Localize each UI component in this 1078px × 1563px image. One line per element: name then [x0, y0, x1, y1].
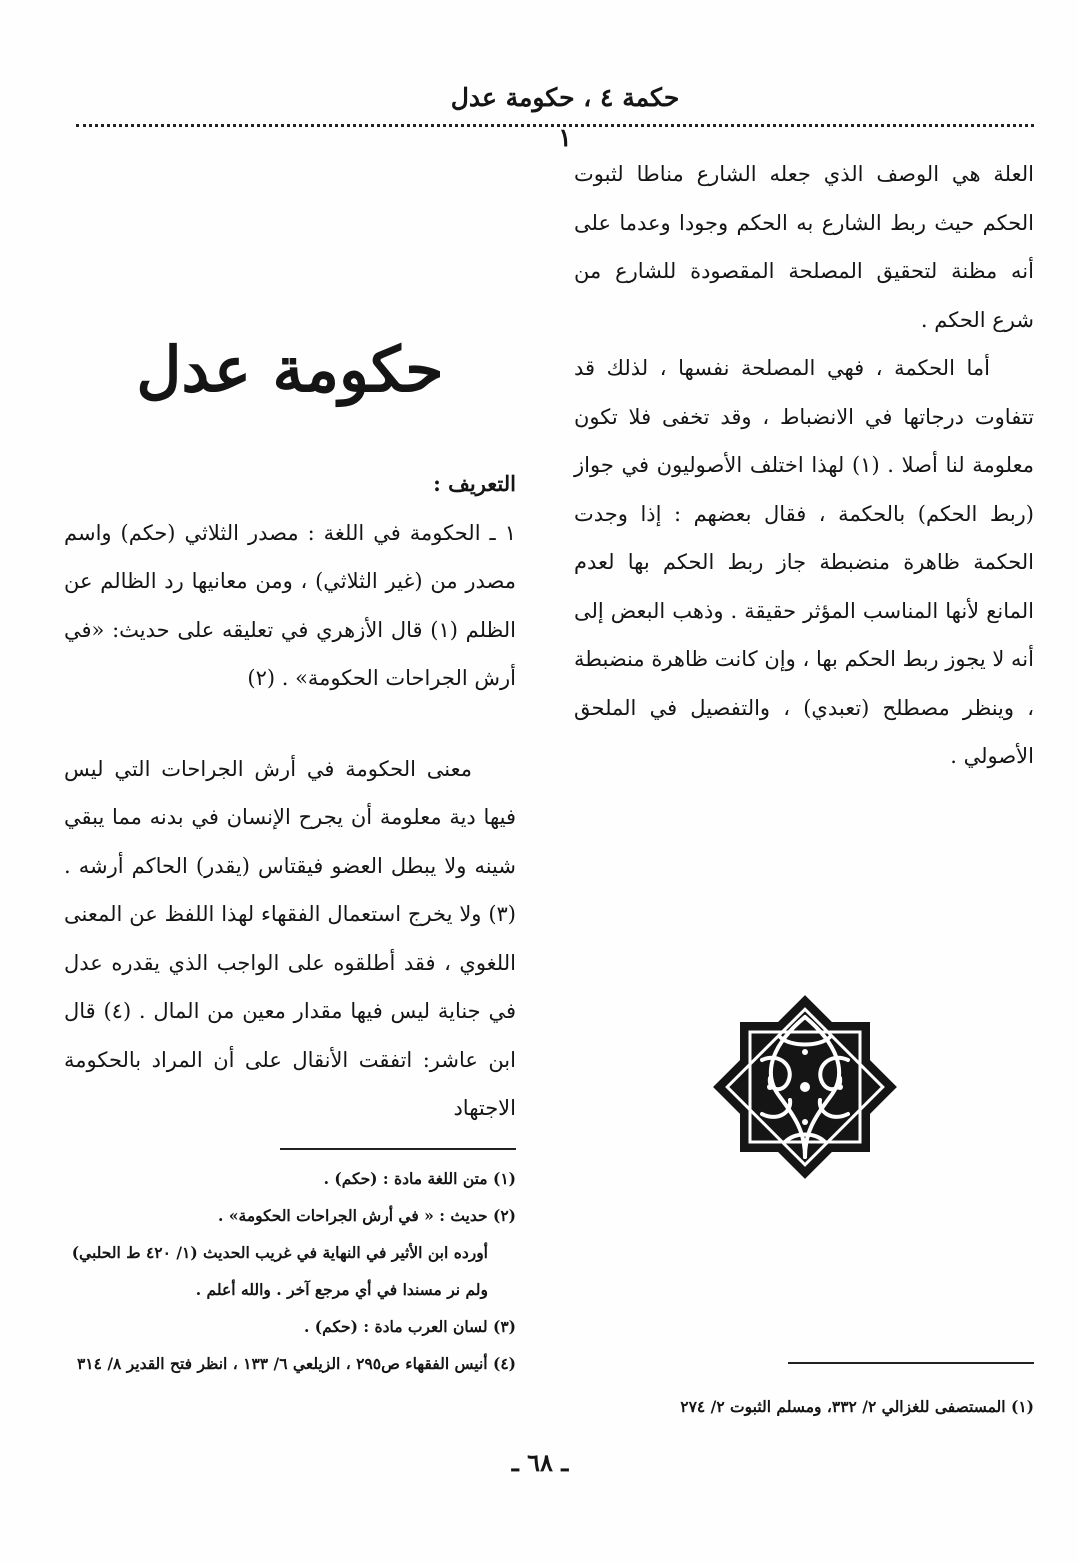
- footnote-separator-left: [280, 1148, 516, 1150]
- paragraph-illa-definition: العلة هي الوصف الذي جعله الشارع مناطا لثبوت الحكم حيث ربط الشارع به الحكم وجودا وعدما على أنه مظنة لتحقيق المصلحة المقصودة للشارع من شرع الحكم .: [574, 162, 1034, 332]
- paragraph-technical-meaning: معنى الحكومة في أرش الجراحات التي ليس فيها دية معلومة أن يجرح الإنسان في بدنه مما يبقي شينه ولا يبطل العضو فيقتاس (يقدر) الحاكم أرشه . (٣) ولا يخرج استعمال الفقهاء لهذا اللفظ عن المعنى اللغوي ، فقد أطلقوه على الواجب الذي يقدره عدل في جناية ليس فيها مقدار معين من المال . (٤) قال ابن عاشر: اتفقت الأنقال على أن المراد بالحكومة الاجتهاد: [64, 756, 516, 1120]
- footnote-4: (٤) أنيس الفقهاء ص٢٩٥ ، الزيلعي ٦/ ١٣٣ ، انظر فتح القدير ٨/ ٣١٤: [76, 1354, 516, 1373]
- definition-subheading: التعريف :: [433, 471, 516, 496]
- page-number: ـ ٦٨ ـ: [511, 1448, 569, 1477]
- right-column: [574, 150, 1034, 781]
- ornament-star-icon: [700, 982, 910, 1192]
- footnote-2-continuation: أورده ابن الأثير في النهاية في غريب الحديث (١/ ٤٢٠ ط الحلبي) ولم نر مسندا في أي مرجع آخر . والله أعلم .: [71, 1243, 488, 1299]
- chapter-title: حكومة عدل: [136, 333, 444, 406]
- footnotes-left: [64, 1160, 516, 1382]
- running-header: حكمة ٤ ، حكومة عدل ١: [450, 83, 680, 152]
- paragraph-hikma: أما الحكمة ، فهي المصلحة نفسها ، لذلك قد تتفاوت درجاتها في الانضباط ، وقد تخفى فلا تكون معلومة لنا أصلا . (١) لهذا اختلف الأصوليون في جواز (ربط الحكم) بالحكمة ، فقال بعضهم : إذا وجدت الحكمة ظاهرة منضبطة جاز ربط الحكم بها لعدم المانع لأنها المناسب المؤثر حقيقة . وذهب البعض إلى أنه لا يجوز ربط الحكم بها ، وإن كانت ظاهرة منضبطة ، وينظر مصطلح (تعبدي) ، والتفصيل في الملحق الأصولي .: [574, 356, 1034, 768]
- header-dotted-rule: [76, 124, 1034, 127]
- footnotes-right: [574, 1388, 1034, 1425]
- left-column: [64, 460, 516, 1133]
- footnote-3: (٣) لسان العرب مادة : (حكم) .: [304, 1317, 516, 1336]
- footnote-separator-right: [788, 1362, 1034, 1364]
- footnote-2: (٢) حديث : « في أرش الجراحات الحكومة» .: [218, 1206, 516, 1225]
- footnote-1: (١) متن اللغة مادة : (حكم) .: [323, 1169, 516, 1188]
- paragraph-linguistic-definition: ١ ـ الحكومة في اللغة : مصدر الثلاثي (حكم) واسم مصدر من (غير الثلاثي) ، ومن معانيها رد الظالم عن الظلم (١) قال الأزهري في تعليقه على حديث: «في أرش الجراحات الحكومة» . (٢): [64, 520, 516, 690]
- footnote-right-1: (١) المستصفى للغزالي ٢/ ٣٣٢، ومسلم الثبوت ٢/ ٢٧٤: [680, 1397, 1034, 1416]
